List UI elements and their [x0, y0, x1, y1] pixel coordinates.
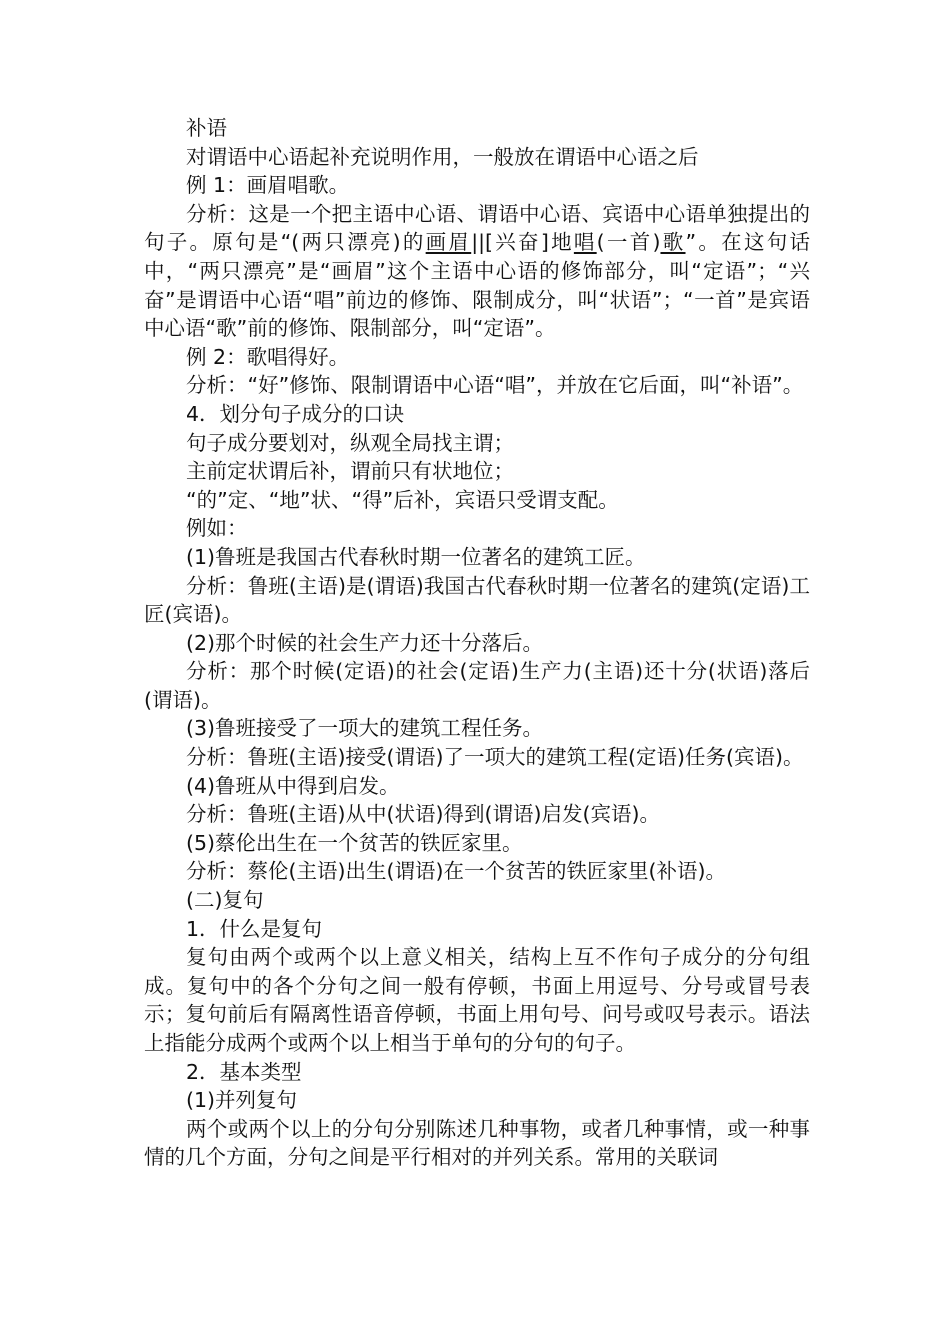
sentence-4: (4)鲁班从中得到启发。 — [186, 773, 400, 798]
underlined-subject-head: 画眉 — [425, 230, 472, 255]
examples-intro: 例如： — [186, 516, 248, 541]
heading-compound-sentence: (二)复句 — [186, 888, 264, 913]
sentence-1: (1)鲁班是我国古代春秋时期一位著名的建筑工匠。 — [186, 544, 646, 569]
heading-coordinate-compound: (1)并列复句 — [186, 1088, 298, 1113]
analysis-1-part-b: ||[兴奋]地 — [471, 230, 574, 255]
mnemonic-line-1: 句子成分要划对，纵观全局找主谓； — [186, 430, 515, 455]
mnemonic-line-2: 主前定状谓后补，谓前只有状地位； — [186, 459, 515, 484]
heading-mnemonic: 4．划分句子成分的口诀 — [186, 401, 405, 426]
heading-complement: 补语 — [186, 116, 228, 140]
document-page — [144, 114, 810, 1172]
analysis-1-part-a: 分析：这是一个把主语中心语、谓语中心语、宾语中心语单独提出的句子。原句是“(两只漂亮)的 — [144, 201, 810, 255]
sentence-4-analysis: 分析：鲁班(主语)从中(状语)得到(谓语)启发(宾语)。 — [186, 802, 660, 827]
sentence-2: (2)那个时候的社会生产力还十分落后。 — [186, 630, 544, 655]
analysis-2: 分析：“好”修饰、限制谓语中心语“唱”，并放在它后面，叫“补语”。 — [186, 373, 804, 398]
sentence-5: (5)蔡伦出生在一个贫苦的铁匠家里。 — [186, 830, 523, 855]
sentence-3-analysis: 分析：鲁班(主语)接受(谓语)了一项大的建筑工程(定语)任务(宾语)。 — [186, 745, 804, 770]
compound-definition: 复句由两个或两个以上意义相关，结构上互不作句子成分的分句组成。复句中的各个分句之间一般有停顿，书面上用逗号、分号或冒号表示；复句前后有隔离性语音停顿，书面上用句号、问号或叹号表示。语法上指能分成两个或两个以上相当于单句的分句的句子。 — [144, 945, 810, 1055]
underlined-predicate-head: 唱 — [573, 230, 597, 255]
heading-basic-types: 2．基本类型 — [186, 1059, 302, 1084]
definition-complement: 对谓语中心语起补充说明作用，一般放在谓语中心语之后 — [186, 144, 699, 169]
sentence-5-analysis: 分析：蔡伦(主语)出生(谓语)在一个贫苦的铁匠家里(补语)。 — [186, 859, 727, 884]
sentence-2-analysis: 分析：那个时候(定语)的社会(定语)生产力(主语)还十分(状语)落后(谓语)。 — [144, 659, 810, 712]
analysis-1 — [144, 200, 810, 343]
example-1: 例 1：画眉唱歌。 — [186, 173, 350, 198]
sentence-3: (3)鲁班接受了一项大的建筑工程任务。 — [186, 716, 544, 741]
coordinate-definition: 两个或两个以上的分句分别陈述几种事物，或者几种事情，或一种事情的几个方面，分句之间是平行相对的并列关系。常用的关联词 — [144, 1116, 810, 1170]
heading-what-is-compound: 1．什么是复句 — [186, 916, 323, 941]
analysis-1-part-c: (一首) — [596, 230, 661, 255]
analysis-1-part-d: ”。在这句话中，“两只漂亮”是“画眉”这个主语中心语的修饰部分，叫“定语”；“兴奋”是谓语中心语“唱”前边的修饰、限制成分，叫“状语”；“一首”是宾语中心语“歌”前的修饰、限制部分，叫“定语”。 — [144, 230, 810, 341]
example-2: 例 2：歌唱得好。 — [186, 344, 350, 369]
sentence-1-analysis: 分析：鲁班(主语)是(谓语)我国古代春秋时期一位著名的建筑(定语)工匠(宾语)。 — [144, 573, 810, 627]
underlined-object-head: 歌 — [660, 230, 686, 255]
mnemonic-line-3: “的”定、“地”状、“得”后补，宾语只受谓支配。 — [186, 487, 619, 512]
